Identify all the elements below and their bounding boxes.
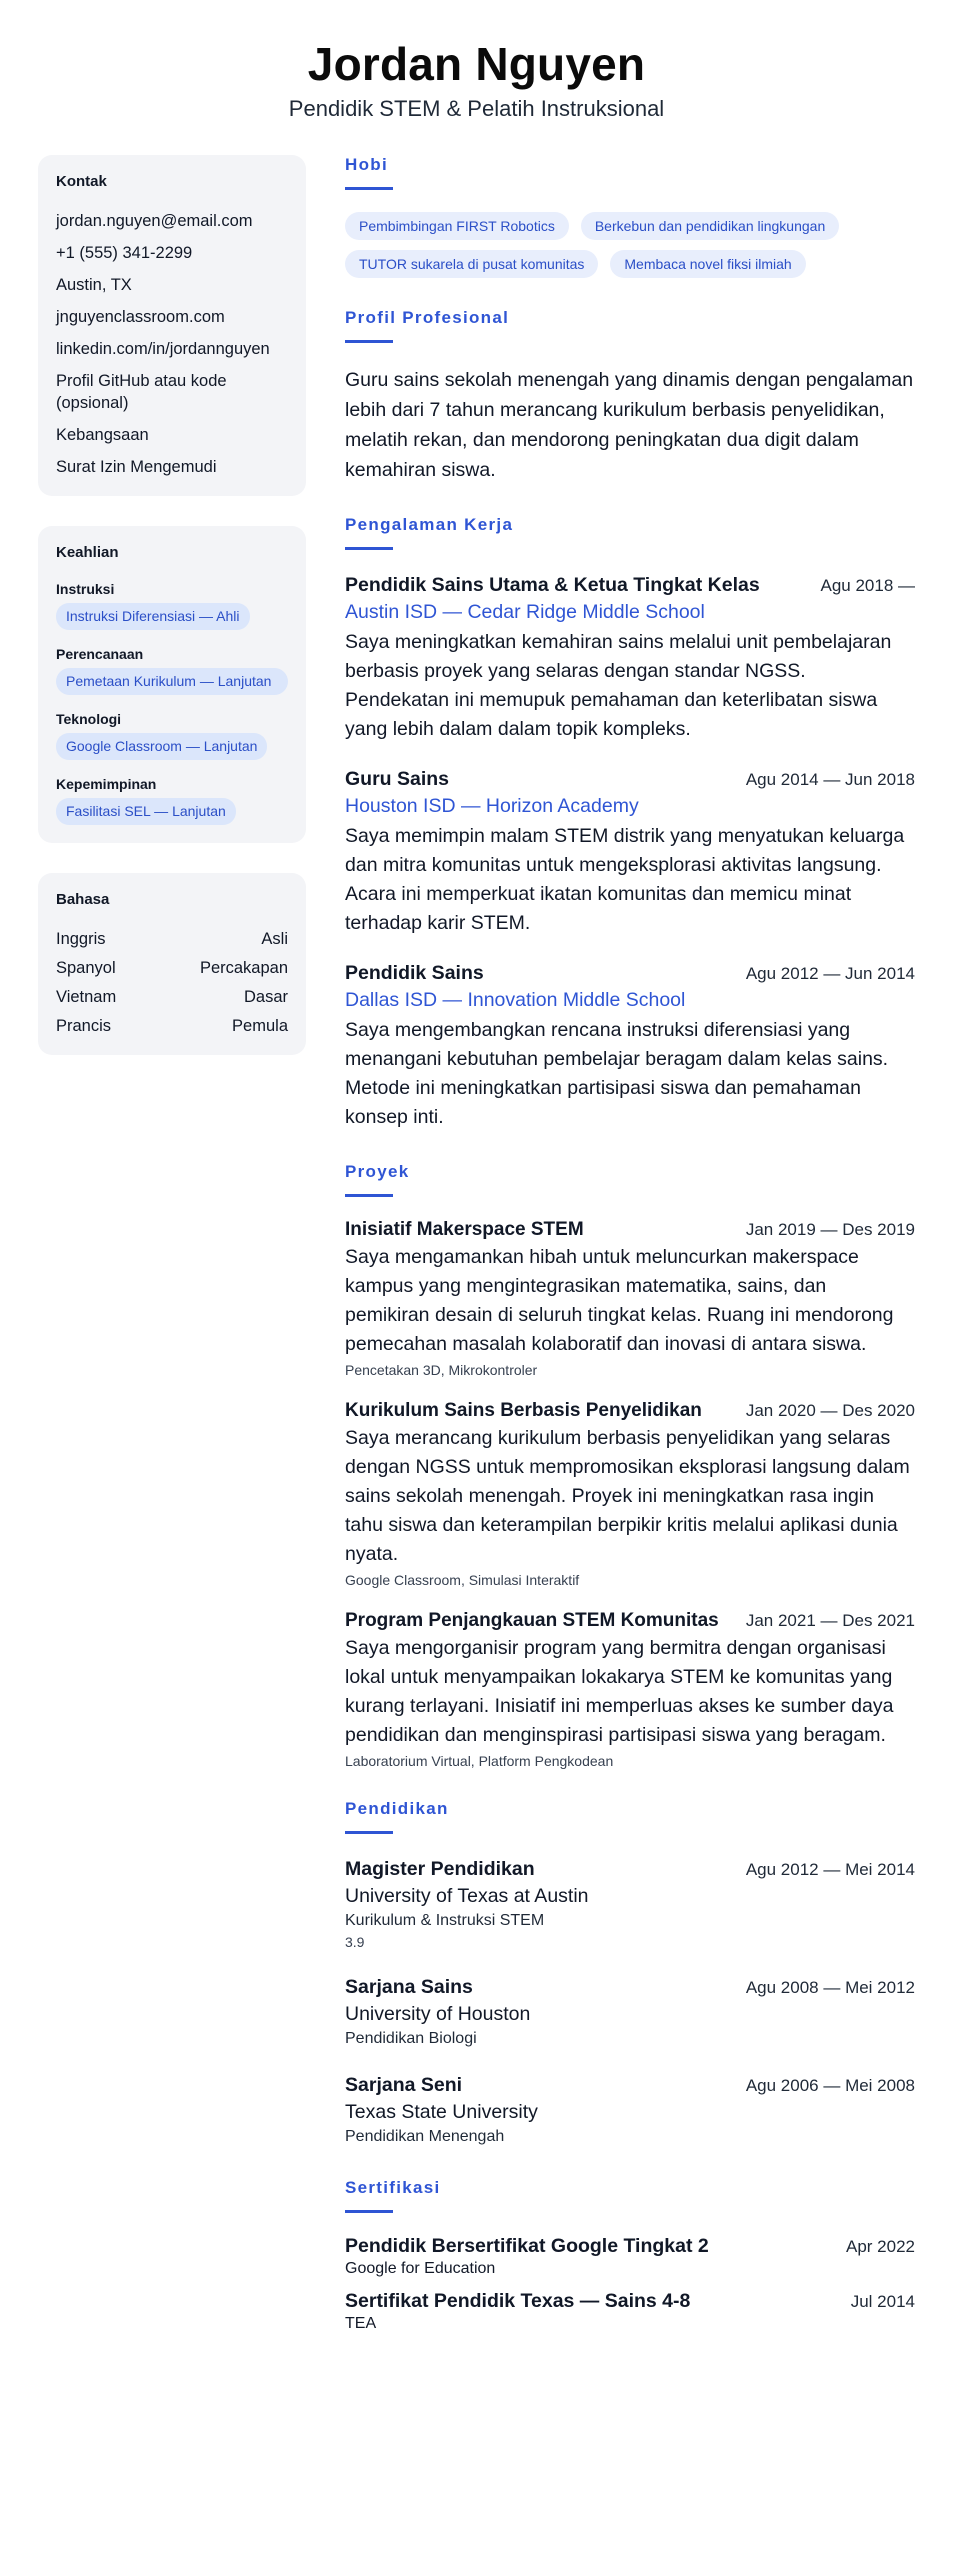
skill-group: [56, 711, 288, 760]
contact-phone: +1 (555) 341-2299: [56, 244, 193, 262]
education-section: [345, 1799, 915, 2148]
project-date: Jan 2019 — Des 2019: [745, 1220, 915, 1239]
contact-license: Surat Izin Mengemudi: [56, 458, 217, 476]
project-tech: Pencetakan 3D, Mikrokontroler: [345, 1362, 538, 1378]
school-name: University of Houston: [345, 2003, 531, 2025]
job-organization: Houston ISD — Horizon Academy: [345, 795, 639, 817]
resume-columns: [0, 155, 953, 2363]
projects-section: [345, 1162, 915, 1769]
language-level: Percakapan: [199, 959, 288, 977]
language-level: Pemula: [232, 1017, 288, 1035]
study-field: Kurikulum & Instruksi STEM: [345, 1912, 545, 1929]
project-title: Program Penjangkauan STEM Komunitas: [345, 1610, 719, 1631]
language-level: Dasar: [243, 988, 288, 1006]
degree-title: Sarjana Seni: [345, 2074, 463, 2096]
language-row: [56, 1015, 288, 1037]
job-description: Saya mengembangkan rencana instruksi diferensiasi yang menangani kebutuhan pembelajar beragam dalam kelas sains. Metode ini meningkatkan partisipasi siswa dan pemahaman konsep inti.: [345, 1019, 889, 1128]
degree-title: Sarjana Sains: [345, 1976, 473, 1998]
skill-group: [56, 581, 288, 630]
section-title: Profil Profesional: [345, 308, 510, 327]
section-divider: [345, 187, 393, 190]
education-entry: [345, 2072, 915, 2148]
project-date: Jan 2020 — Des 2020: [745, 1401, 915, 1420]
project-title: Kurikulum Sains Berbasis Penyelidikan: [345, 1400, 702, 1421]
skill-chip: Fasilitasi SEL — Lanjutan: [56, 798, 236, 825]
project-description: Saya merancang kurikulum berbasis penyelidikan yang selaras dengan NGSS untuk mempromosikan eksplorasi langsung dalam sains sekolah menengah. Proyek ini meningkatkan rasa ingin tahu siswa dan keterampilan berpikir kritis melalui aplikasi dunia nyata.: [345, 1427, 910, 1565]
languages-heading: Bahasa: [56, 891, 110, 908]
language-row: [56, 928, 288, 950]
section-divider: [345, 547, 393, 550]
skill-chip: Instruksi Diferensiasi — Ahli: [56, 603, 250, 630]
language-name: Vietnam: [56, 988, 117, 1006]
contact-linkedin: linkedin.com/in/jordannguyen: [56, 340, 270, 358]
candidate-title: Pendidik STEM & Pelatih Instruksional: [288, 96, 665, 121]
section-divider: [345, 2210, 393, 2213]
certification-issuer: TEA: [345, 2315, 377, 2332]
profile-summary: Guru sains sekolah menengah yang dinamis dengan pengalaman lebih dari 7 tahun merancang kurikulum berbasis penyelidikan, melatih rekan, dan mendorong peningkatan dua digit dalam kemahiran siswa.: [345, 369, 914, 481]
project-tech: Google Classroom, Simulasi Interaktif: [345, 1572, 580, 1588]
skill-group: [56, 646, 288, 695]
job-title: Guru Sains: [345, 768, 450, 790]
school-name: University of Texas at Austin: [345, 1885, 589, 1907]
job-description: Saya meningkatkan kemahiran sains melalui unit pembelajaran berbasis proyek yang selaras dengan standar NGSS. Pendekatan ini memupuk pemahaman dan keterlibatan siswa yang lebih dalam dalam topik kompleks.: [345, 631, 892, 740]
certification-title: Sertifikat Pendidik Texas — Sains 4-8: [345, 2290, 691, 2312]
section-title: Pengalaman Kerja: [345, 515, 514, 534]
study-field: Pendidikan Menengah: [345, 2128, 505, 2145]
project-date: Jan 2021 — Des 2021: [745, 1611, 915, 1630]
project-entry: [345, 1219, 915, 1378]
school-name: Texas State University: [345, 2101, 538, 2123]
section-title: Proyek: [345, 1162, 410, 1181]
project-tech: Laboratorium Virtual, Platform Pengkodean: [345, 1753, 614, 1769]
job-organization: Dallas ISD — Innovation Middle School: [345, 989, 686, 1011]
job-date: Agu 2014 — Jun 2018: [745, 770, 915, 789]
skill-group: [56, 776, 288, 825]
experience-section: [345, 515, 915, 1132]
skill-category: Perencanaan: [56, 646, 144, 662]
contact-nationality: Kebangsaan: [56, 426, 149, 444]
project-entry: [345, 1610, 915, 1769]
section-divider: [345, 1831, 393, 1834]
skill-category: Instruksi: [56, 581, 115, 597]
project-entry: [345, 1400, 915, 1588]
project-title: Inisiatif Makerspace STEM: [345, 1219, 584, 1240]
section-title: Pendidikan: [345, 1799, 449, 1818]
profile-section: [345, 308, 915, 485]
hobby-chip: TUTOR sukarela di pusat komunitas: [345, 250, 598, 278]
education-date: Agu 2006 — Mei 2008: [745, 2076, 915, 2095]
section-divider: [345, 340, 393, 343]
language-row: [56, 986, 288, 1008]
project-description: Saya mengorganisir program yang bermitra dengan organisasi lokal untuk menyampaikan lokakarya STEM ke komunitas yang kurang terlayani. Inisiatif ini memperluas akses ke sumber daya pendidikan dan menginspirasi partisipasi siswa yang beragam.: [345, 1637, 894, 1746]
hobby-chip: Pembimbingan FIRST Robotics: [345, 212, 569, 240]
skill-chip: Pemetaan Kurikulum — Lanjutan: [56, 668, 288, 695]
education-entry: [345, 1856, 915, 1952]
gpa-value: 3.9: [345, 1934, 365, 1950]
skills-card: [38, 526, 306, 843]
skill-category: Teknologi: [56, 711, 122, 727]
certification-entry: [345, 2290, 915, 2333]
job-date: Agu 2012 — Jun 2014: [745, 964, 915, 983]
sidebar: [38, 155, 306, 2363]
certification-date: Jul 2014: [850, 2292, 915, 2311]
experience-entry: [345, 960, 915, 1132]
language-row: [56, 957, 288, 979]
language-name: Inggris: [56, 930, 106, 948]
certification-title: Pendidik Bersertifikat Google Tingkat 2: [345, 2235, 709, 2257]
study-field: Pendidikan Biologi: [345, 2030, 477, 2047]
project-description: Saya mengamankan hibah untuk meluncurkan makerspace kampus yang mengintegrasikan matematika, sains, dan pemikiran desain di seluruh tingkat kelas. Ruang ini mendorong pemecahan masalah kolaboratif dan inovasi di antara siswa.: [345, 1246, 894, 1355]
certifications-section: [345, 2178, 915, 2333]
section-divider: [345, 1194, 393, 1197]
languages-card: [38, 873, 306, 1055]
language-name: Prancis: [56, 1017, 112, 1035]
hobby-chip: Membaca novel fiksi ilmiah: [610, 250, 805, 278]
degree-title: Magister Pendidikan: [345, 1858, 535, 1880]
experience-entry: [345, 572, 915, 744]
job-title: Pendidik Sains: [345, 962, 484, 984]
contact-email: jordan.nguyen@email.com: [56, 212, 253, 230]
job-description: Saya memimpin malam STEM distrik yang menyatukan keluarga dan mitra komunitas untuk mengeksplorasi aktivitas langsung. Acara ini memperkuat ikatan komunitas dan memicu minat terhadap karir STEM.: [345, 825, 905, 934]
certification-issuer: Google for Education: [345, 2260, 496, 2277]
contact-location: Austin, TX: [56, 276, 132, 294]
main-content: [345, 155, 915, 2363]
experience-entry: [345, 766, 915, 938]
contact-github: Profil GitHub atau kode (opsional): [56, 372, 227, 412]
hobbies-section: [345, 155, 915, 278]
education-date: Agu 2012 — Mei 2014: [745, 1860, 915, 1879]
job-organization: Austin ISD — Cedar Ridge Middle School: [345, 601, 705, 623]
section-title: Hobi: [345, 155, 388, 174]
language-level: Asli: [261, 930, 288, 948]
candidate-name: Jordan Nguyen: [307, 38, 646, 90]
language-name: Spanyol: [56, 959, 116, 977]
hobby-chip: Berkebun dan pendidikan lingkungan: [581, 212, 839, 240]
skill-chip: Google Classroom — Lanjutan: [56, 733, 267, 760]
skill-category: Kepemimpinan: [56, 776, 157, 792]
section-title: Sertifikasi: [345, 2178, 441, 2197]
education-entry: [345, 1974, 915, 2050]
hobby-list: [345, 212, 915, 278]
contact-website: jnguyenclassroom.com: [56, 308, 225, 326]
certification-entry: [345, 2235, 915, 2278]
job-title: Pendidik Sains Utama & Ketua Tingkat Kelas: [345, 574, 760, 596]
certification-date: Apr 2022: [846, 2237, 915, 2256]
resume-header: [0, 0, 953, 155]
contact-card: [38, 155, 306, 496]
education-date: Agu 2008 — Mei 2012: [745, 1978, 915, 1997]
contact-heading: Kontak: [56, 173, 107, 190]
job-date: Agu 2018 —: [820, 576, 915, 595]
skills-heading: Keahlian: [56, 544, 119, 561]
